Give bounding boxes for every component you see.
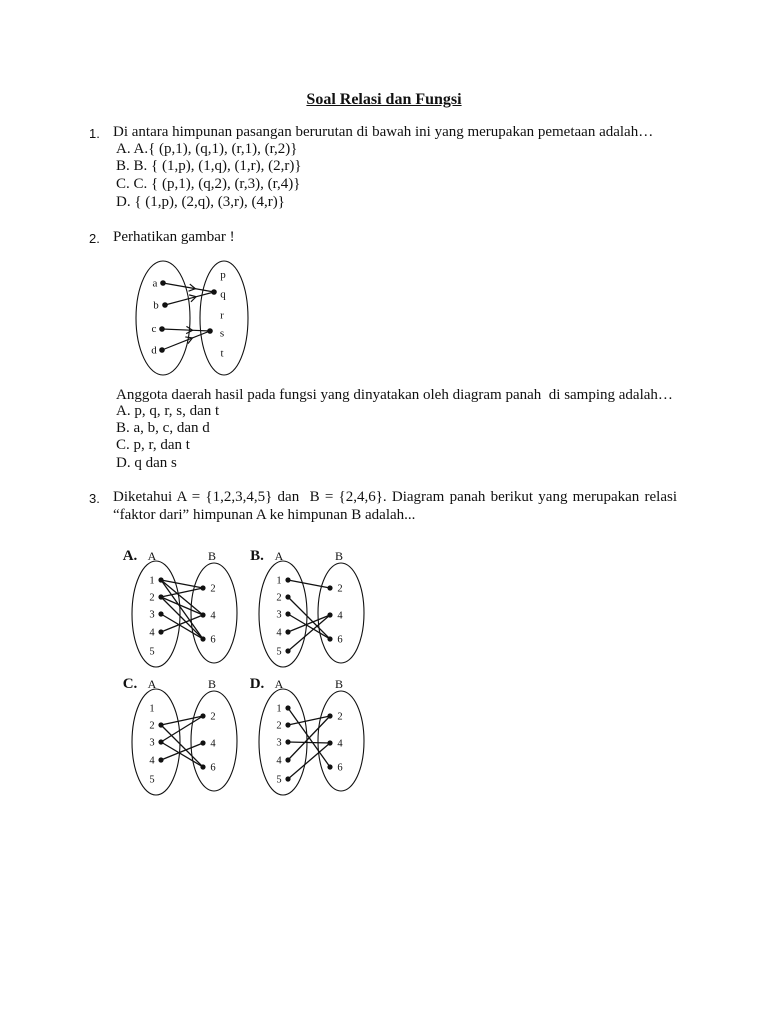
set-a-dot-2	[158, 722, 163, 727]
set-a-dot-4	[158, 757, 163, 762]
set-a-member-3: 3	[276, 737, 282, 749]
set-a-name: A	[147, 549, 157, 563]
set-a-dot-4	[158, 629, 163, 634]
codomain-label-q: q	[220, 288, 226, 301]
choice-label: B.	[250, 548, 264, 564]
set-b-dot-4	[327, 612, 332, 617]
set-b-member-2: 2	[337, 711, 343, 723]
page-title: Soal Relasi dan Fungsi	[306, 91, 462, 108]
set-b-member-2: 2	[210, 711, 216, 723]
set-a-dot-2	[285, 594, 290, 599]
set-a-member-5: 5	[276, 774, 282, 786]
option-b: B. a, b, c, dan d	[116, 420, 210, 436]
set-a-member-4: 4	[149, 627, 155, 639]
set-b-name: B	[207, 549, 217, 563]
set-b-dot-4	[200, 612, 205, 617]
set-a-dot-5	[285, 776, 290, 781]
set-a-member-3: 3	[149, 609, 155, 621]
set-b-member-4: 4	[337, 738, 343, 750]
codomain-dot-q	[211, 289, 217, 295]
question-text: Di antara himpunan pasangan berurutan di bawah ini yang merupakan pemetaan adalah…	[113, 124, 654, 140]
option-b: B. B. { (1,p), (1,q), (1,r), (2,r)}	[116, 158, 302, 174]
set-b-dot-4	[327, 740, 332, 745]
set-a-member-1: 1	[276, 703, 282, 715]
choice-label: A.	[122, 548, 138, 564]
arrow-c-s	[162, 329, 210, 331]
domain-dot-d	[159, 347, 165, 353]
set-a-member-1: 1	[276, 575, 282, 587]
question-text-line-2: “faktor dari” himpunan A ke himpunan B adalah...	[113, 507, 416, 523]
set-b-member-6: 6	[337, 634, 343, 646]
relation-line-4-2	[288, 716, 330, 760]
codomain-label-r: r	[220, 309, 224, 322]
set-b-member-4: 4	[337, 610, 343, 622]
set-a-name: A	[274, 549, 284, 563]
set-a-dot-3	[285, 611, 290, 616]
set-b-dot-6	[327, 764, 332, 769]
set-a-dot-3	[158, 611, 163, 616]
set-a-member-4: 4	[276, 755, 282, 767]
set-b-name: B	[207, 677, 217, 691]
set-a-member-1: 1	[149, 703, 155, 715]
set-a-oval	[259, 561, 307, 667]
set-b-member-4: 4	[210, 610, 216, 622]
set-a-member-3: 3	[276, 609, 282, 621]
set-a-member-2: 2	[149, 592, 155, 604]
set-b-dot-6	[200, 764, 205, 769]
set-a-member-2: 2	[149, 720, 155, 732]
domain-label-a: a	[152, 277, 158, 290]
domain-dot-c	[159, 326, 165, 332]
option-d: D. q dan s	[116, 455, 177, 471]
question-text: Perhatikan gambar !	[113, 229, 235, 245]
option-c: C. C. { (p,1), (q,2), (r,3), (r,4)}	[116, 176, 301, 192]
question-number: 3.	[89, 491, 100, 506]
domain-label-d: d	[151, 344, 157, 357]
set-a-dot-1	[285, 577, 290, 582]
set-b-dot-2	[327, 585, 332, 590]
set-a-member-2: 2	[276, 592, 282, 604]
set-b-dot-2	[327, 713, 332, 718]
domain-oval	[136, 261, 190, 375]
choice-b-diagram	[250, 548, 364, 667]
choice-d-diagram	[250, 676, 364, 795]
set-b-dot-2	[200, 585, 205, 590]
set-a-dot-4	[285, 629, 290, 634]
choice-a-diagram	[123, 548, 237, 667]
set-b-dot-6	[200, 636, 205, 641]
arrow-diagram	[120, 255, 260, 385]
domain-label-b: b	[153, 299, 159, 312]
option-c: C. p, r, dan t	[116, 437, 190, 453]
set-a-dot-2	[158, 594, 163, 599]
question-prompt: Anggota daerah hasil pada fungsi yang dinyatakan oleh diagram panah di samping adalah…	[116, 387, 673, 403]
set-a-member-5: 5	[149, 774, 155, 786]
domain-dot-a	[160, 280, 166, 286]
relation-line-3-4	[288, 742, 330, 743]
domain-dot-b	[162, 302, 168, 308]
set-b-name: B	[334, 549, 344, 563]
choice-c-diagram	[123, 676, 237, 795]
set-a-member-2: 2	[276, 720, 282, 732]
set-a-name: A	[147, 677, 157, 691]
set-a-oval	[132, 561, 180, 667]
set-a-member-1: 1	[149, 575, 155, 587]
set-b-dot-6	[327, 636, 332, 641]
set-a-dot-2	[285, 722, 290, 727]
set-a-member-5: 5	[149, 646, 155, 658]
set-a-member-4: 4	[276, 627, 282, 639]
set-b-dot-2	[200, 713, 205, 718]
codomain-dot-s	[207, 328, 213, 334]
set-b-member-6: 6	[210, 762, 216, 774]
domain-label-c: c	[151, 323, 157, 335]
set-b-name: B	[334, 677, 344, 691]
set-a-dot-3	[158, 739, 163, 744]
option-a: A. A.{ (p,1), (q,1), (r,1), (r,2)}	[116, 141, 298, 157]
set-b-member-2: 2	[337, 583, 343, 595]
set-b-member-4: 4	[210, 738, 216, 750]
set-b-member-6: 6	[337, 762, 343, 774]
codomain-label-p: p	[220, 269, 226, 281]
set-a-dot-5	[285, 648, 290, 653]
arrow-a-q	[163, 283, 214, 292]
question-text-line-1: Diketahui A = {1,2,3,4,5} dan B = {2,4,6}. Diagram panah berikut yang merupakan relasi	[113, 489, 677, 505]
answer-diagrams	[110, 540, 380, 805]
set-a-member-5: 5	[276, 646, 282, 658]
set-a-dot-1	[285, 705, 290, 710]
set-a-member-3: 3	[149, 737, 155, 749]
relation-line-2-4	[161, 597, 203, 615]
codomain-label-s: s	[219, 327, 225, 340]
question-number: 1.	[89, 126, 100, 141]
set-b-member-2: 2	[210, 583, 216, 595]
option-d: D. { (1,p), (2,q), (3,r), (4,r)}	[116, 194, 285, 210]
choice-label: D.	[249, 676, 265, 692]
set-a-name: A	[274, 677, 284, 691]
choice-label: C.	[122, 676, 138, 692]
set-b-dot-4	[200, 740, 205, 745]
set-b-member-6: 6	[210, 634, 216, 646]
set-a-dot-1	[158, 577, 163, 582]
question-number: 2.	[89, 231, 100, 246]
set-a-dot-3	[285, 739, 290, 744]
set-a-oval	[132, 689, 180, 795]
option-a: A. p, q, r, s, dan t	[116, 403, 220, 419]
set-a-dot-4	[285, 757, 290, 762]
set-a-member-4: 4	[149, 755, 155, 767]
codomain-label-t: t	[220, 347, 224, 360]
